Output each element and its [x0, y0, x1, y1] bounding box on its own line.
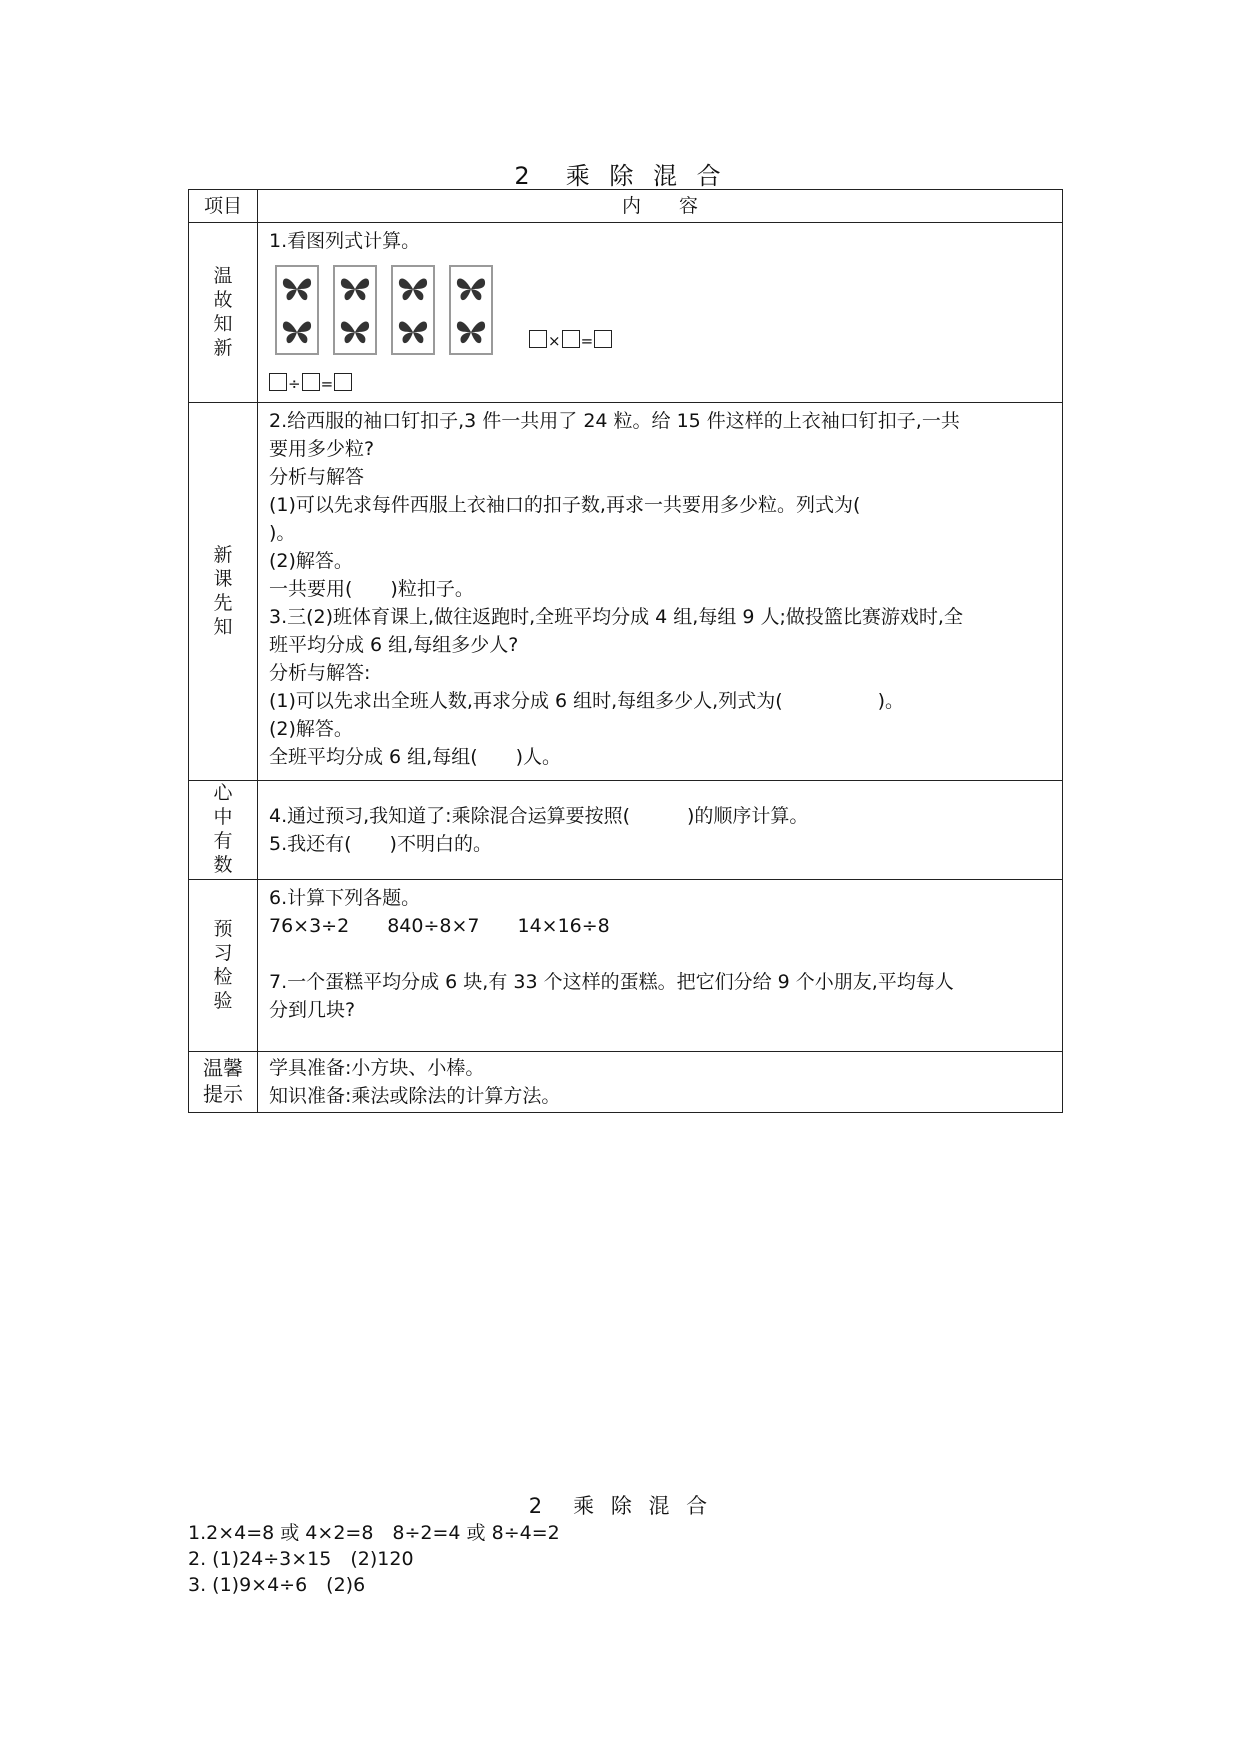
section-label-check: 预习检验 [213, 917, 233, 1012]
text-line: 全班平均分成 6 组,每组( )人。 [269, 746, 562, 768]
text-line: )。 [269, 522, 296, 544]
text-line: 知识准备:乘法或除法的计算方法。 [269, 1085, 561, 1107]
answer-line: 2. (1)24÷3×15 (2)120 [188, 1548, 414, 1570]
question-7: 7.一个蛋糕平均分成 6 块,有 33 个这样的蛋糕。把它们分给 9 个小朋友,平均每人 [269, 971, 954, 993]
text-line: (2)解答。 [269, 718, 353, 740]
text-line: (1)可以先求每件西服上衣袖口的扣子数,再求一共要用多少粒。列式为( [269, 494, 861, 516]
calc-expressions: 76×3÷2 840÷8×7 14×16÷8 [269, 915, 610, 937]
question-6: 6.计算下列各题。 [269, 887, 421, 909]
answers-title: 2 乘 除 混 合 [528, 1494, 713, 1518]
text-line: 3.三(2)班体育课上,做往返跑时,全班平均分成 4 组,每组 9 人;做投篮比赛游戏时,全 [269, 606, 963, 628]
answer-box[interactable] [269, 373, 287, 391]
butterfly-card [275, 265, 319, 355]
division-blank: ÷ = [269, 369, 1050, 398]
butterfly-icon [396, 317, 430, 347]
section-review [189, 223, 1063, 403]
page-title: 2 乘 除 混 合 [514, 162, 727, 190]
question-7-cont: 分到几块? [269, 999, 356, 1021]
text-line: 5.我还有( )不明白的。 [269, 833, 492, 855]
answers-section [188, 1520, 1088, 1598]
worksheet-table [188, 189, 1063, 1113]
butterfly-icon [338, 317, 372, 347]
text-line: (2)解答。 [269, 550, 353, 572]
butterfly-card [391, 265, 435, 355]
text-line: 学具准备:小方块、小棒。 [269, 1057, 485, 1079]
butterfly-icon [454, 317, 488, 347]
table-header-row [189, 190, 1063, 223]
header-content: 内 容 [258, 190, 1063, 223]
answer-line: 3. (1)9×4÷6 (2)6 [188, 1574, 366, 1596]
section-mind [189, 781, 1063, 880]
answer-box[interactable] [302, 373, 320, 391]
section-new-lesson [189, 403, 1063, 781]
answer-box[interactable] [529, 330, 547, 348]
section-tips [189, 1052, 1063, 1113]
section-label-mind: 心中有数 [213, 782, 233, 876]
answer-line: 1.2×4=8 或 4×2=8 8÷2=4 或 8÷4=2 [188, 1522, 560, 1544]
butterfly-icon [280, 274, 314, 304]
text-line: 分析与解答 [269, 466, 365, 488]
text-line: 4.通过预习,我知道了:乘除混合运算要按照( )的顺序计算。 [269, 805, 809, 827]
butterfly-icon [280, 317, 314, 347]
butterfly-icon [338, 274, 372, 304]
answer-box[interactable] [594, 330, 612, 348]
text-line: 班平均分成 6 组,每组多少人? [269, 634, 519, 656]
section-label-tips: 温馨提示 [203, 1056, 243, 1106]
section-check [189, 880, 1063, 1052]
text-line: 2.给西服的袖口钉扣子,3 件一共用了 24 粒。给 15 件这样的上衣袖口钉扣子,一共 [269, 410, 960, 432]
butterfly-figure [275, 261, 1050, 355]
section-label-new-lesson: 新课先知 [213, 543, 233, 638]
section-label-review: 温故知新 [213, 264, 233, 359]
multiplication-blank: × = [529, 326, 612, 355]
butterfly-card [333, 265, 377, 355]
butterfly-icon [396, 274, 430, 304]
answer-box[interactable] [334, 373, 352, 391]
butterfly-icon [454, 274, 488, 304]
answer-box[interactable] [562, 330, 580, 348]
text-line: 一共要用( )粒扣子。 [269, 578, 474, 600]
text-line: 要用多少粒? [269, 438, 375, 460]
question-1: 1.看图列式计算。 [269, 230, 421, 252]
header-item: 项目 [189, 190, 258, 223]
text-line: 分析与解答: [269, 662, 371, 684]
text-line: (1)可以先求出全班人数,再求分成 6 组时,每组多少人,列式为( )。 [269, 690, 905, 712]
butterfly-card [449, 265, 493, 355]
